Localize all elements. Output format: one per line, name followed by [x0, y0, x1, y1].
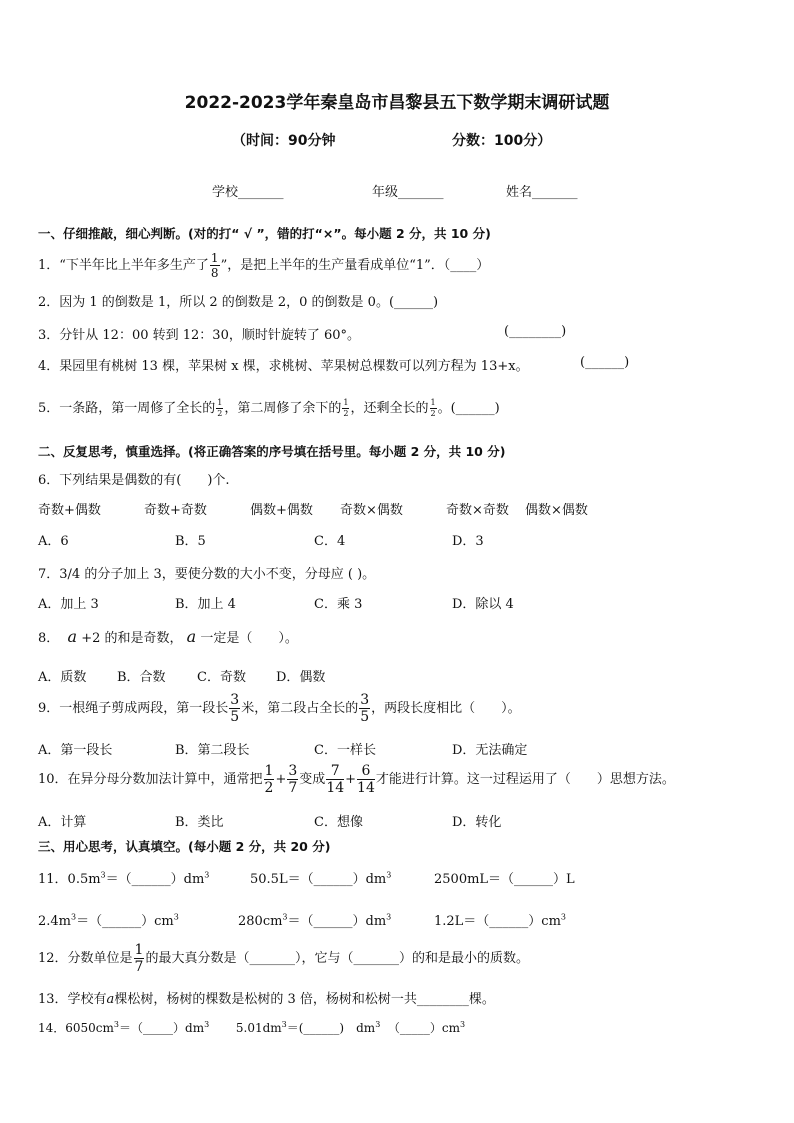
section1-heading: 一、仔细推敲，细心判断。(对的打“ √ ”，错的打“×”。每小题 2 分，共 10 分) [38, 226, 491, 241]
q6-item: 奇数+奇数 [144, 503, 207, 518]
q8-option-a[interactable]: A．质数 [38, 670, 87, 685]
question-10: 10．在异分母分数加法计算中，通常把 $\frac{1}{2}$ + $\frac{3}{7}$ 变成 $\frac{7}{14}$ + $\frac{6}{14}$ 才能进行计算。这一过程运用了（ ）思想方法。 [38, 763, 675, 796]
question-1: 1．“下半年比上半年多生产了 $\frac{1}{8}$ ”，是把上半年的生产量看成单位“1”．（____） [38, 251, 490, 280]
question-5: 5．一条路，第一周修了全长的 $\frac{1}{2}$ ，第二周修了余下的 $\frac{1}{2}$ ，还剩全长的 $\frac{1}{2}$ 。(______) [38, 398, 500, 418]
q6-option-c[interactable]: C．4 [314, 534, 346, 549]
q6-option-a[interactable]: A．6 [38, 534, 69, 549]
name-field[interactable]: 姓名_______ [506, 185, 578, 200]
question-9: 9．一根绳子剪成两段，第一段长 $\frac{3}{5}$ 米，第二段占全长的 $\frac{3}{5}$ ，两段长度相比（ ）。 [38, 692, 521, 725]
q10-option-b[interactable]: B．类比 [175, 815, 224, 830]
q9-option-d[interactable]: D．无法确定 [452, 743, 528, 758]
q7-option-c[interactable]: C．乘 3 [314, 597, 363, 612]
question-8: 8． a +2 的和是奇数， a 一定是（ ）。 [38, 627, 298, 646]
q7-option-b[interactable]: B．加上 4 [175, 597, 236, 612]
q6-item: 奇数×偶数 [340, 503, 403, 518]
page-title: 2022-2023学年秦皇岛市昌黎县五下数学期末调研试题 [184, 93, 610, 113]
q6-option-b[interactable]: B．5 [175, 534, 206, 549]
question-11-c: 2500mL＝（______）L [434, 872, 575, 887]
question-4-blank[interactable]: (______) [580, 355, 630, 370]
q6-item: 偶数×偶数 [525, 503, 588, 518]
q6-item: 偶数+偶数 [250, 503, 313, 518]
q6-option-d[interactable]: D．3 [452, 534, 484, 549]
question-11-d: $2.4m^3=(\_\_\_\_\_\_)cm^3$ [38, 912, 179, 929]
question-6: 6．下列结果是偶数的有( )个. [38, 473, 230, 488]
q7-option-a[interactable]: A．加上 3 [38, 597, 99, 612]
q6-item: 奇数+偶数 [38, 503, 101, 518]
q9-option-b[interactable]: B．第二段长 [175, 743, 250, 758]
question-13: 13．学校有a棵松树，杨树的棵数是松树的 3 倍，杨树和松树一共________棵。 [38, 992, 495, 1007]
question-11-b: $50.5L=(\_\_\_\_\_\_)dm^3$ [250, 870, 392, 887]
question-14: 14．$6050cm^3=(\_\_\_\_\_)dm^3$ $5.01dm^3=(\_\_\_\_\_\_)$ $dm^3$ $(\_\_\_\_\_)cm^3$ [38, 1020, 466, 1035]
question-12: 12．分数单位是 $\frac{1}{7}$ 的最大真分数是（_______），它与（_______）的和是最小的质数。 [38, 942, 529, 975]
section2-heading: 二、反复思考，慎重选择。(将正确答案的序号填在括号里。每小题 2 分，共 10 分) [38, 444, 506, 459]
school-field[interactable]: 学校_______ [212, 185, 284, 200]
q8-option-b[interactable]: B．合数 [117, 670, 166, 685]
fraction: $\frac{1}{8}$ [210, 251, 219, 280]
q9-option-a[interactable]: A．第一段长 [38, 743, 113, 758]
question-11-e: $280cm^3=(\_\_\_\_\_\_)dm^3$ [238, 912, 392, 929]
question-3: 3．分针从 12：00 转到 12：30，顺时针旋转了 60°。 [38, 328, 361, 343]
exam-score: 分数：100分） [452, 133, 552, 149]
exam-time: （时间：90分钟 [232, 133, 336, 149]
question-2: 2．因为 1 的倒数是 1，所以 2 的倒数是 2，0 的倒数是 0。(______) [38, 295, 439, 310]
question-11-a: 11．$0.5m^3=(\_\_\_\_\_\_)dm^3$ [38, 870, 210, 887]
question-11-f: $1.2L=(\_\_\_\_\_\_)cm^3$ [434, 912, 567, 929]
question-4: 4．果园里有桃树 13 棵，苹果树 x 棵，求桃树、苹果树总棵数可以列方程为 13+x。 [38, 359, 529, 374]
q9-option-c[interactable]: C．一样长 [314, 743, 376, 758]
question-7: 7．3/4 的分子加上 3，要使分数的大小不变，分母应 ( )。 [38, 567, 376, 582]
q10-option-d[interactable]: D．转化 [452, 815, 502, 830]
q6-item: 奇数×奇数 [446, 503, 509, 518]
q10-option-a[interactable]: A．计算 [38, 815, 87, 830]
grade-field[interactable]: 年级_______ [372, 185, 444, 200]
question-3-blank[interactable]: (________) [504, 324, 567, 339]
q8-option-c[interactable]: C．奇数 [197, 670, 246, 685]
q10-option-c[interactable]: C．想像 [314, 815, 363, 830]
q8-option-d[interactable]: D．偶数 [276, 670, 326, 685]
section3-heading: 三、用心思考，认真填空。(每小题 2 分，共 20 分) [38, 839, 331, 854]
q7-option-d[interactable]: D．除以 4 [452, 597, 514, 612]
